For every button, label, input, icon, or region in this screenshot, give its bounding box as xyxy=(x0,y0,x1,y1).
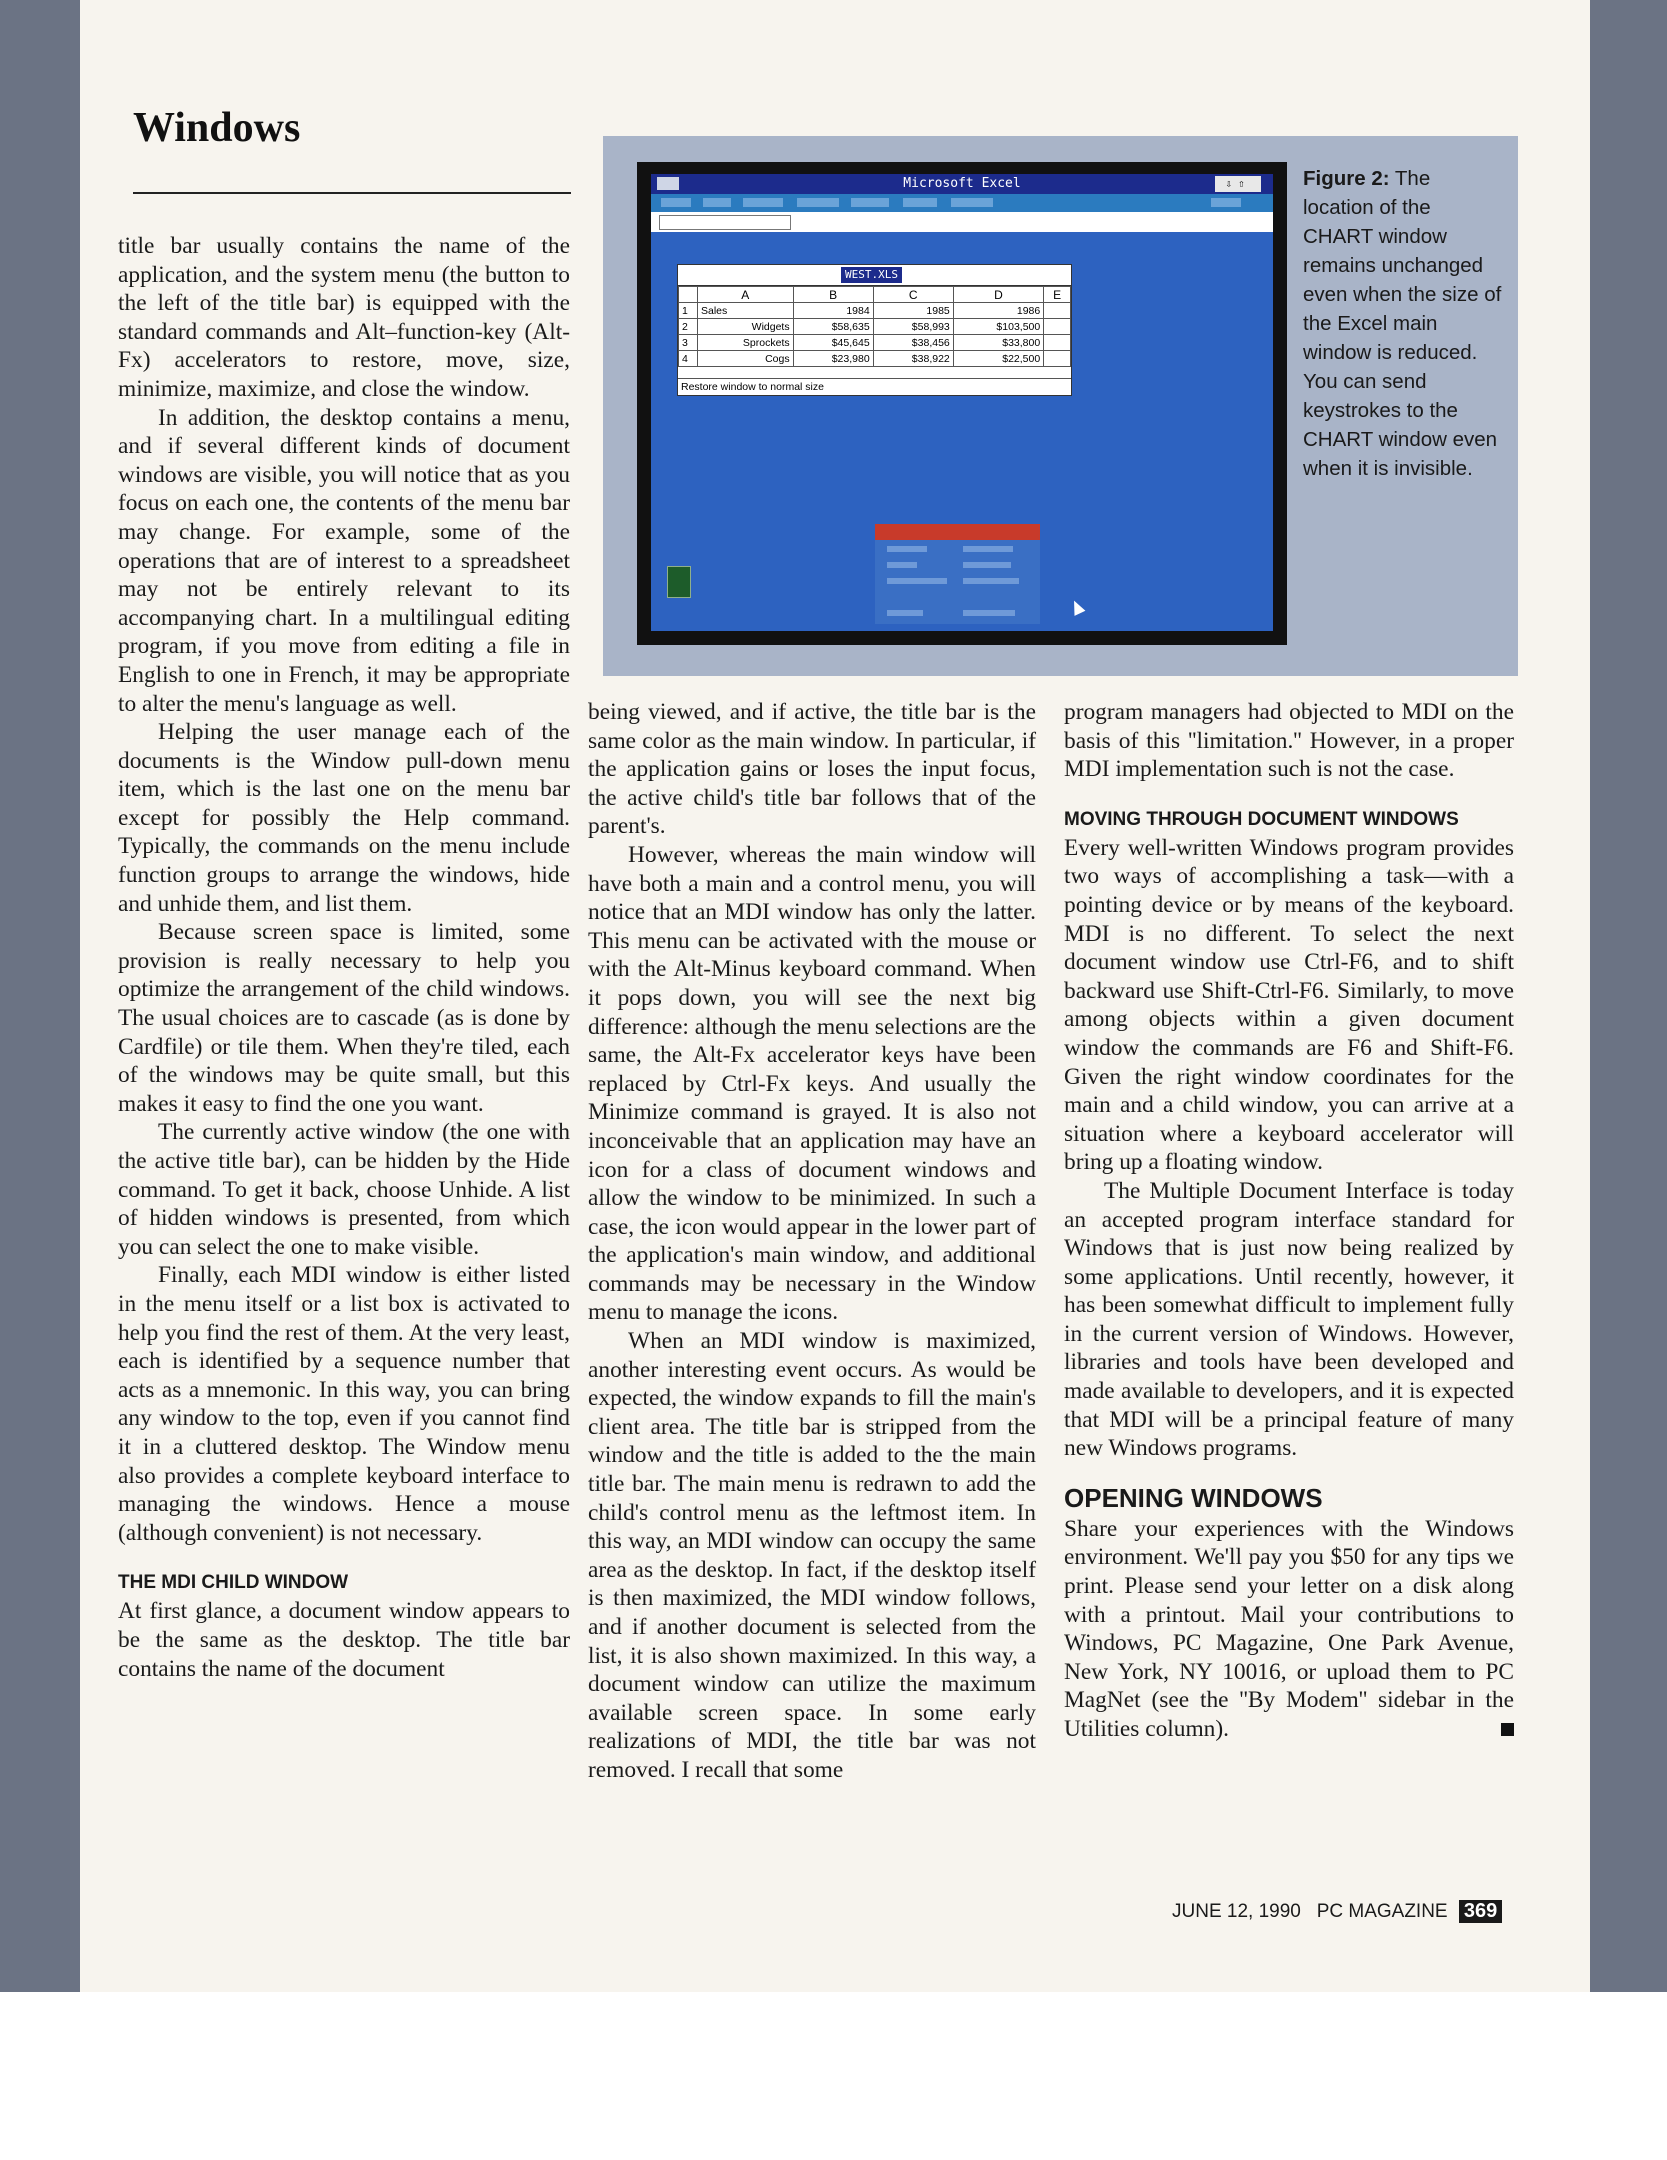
table-row xyxy=(679,351,1071,367)
column-header: C xyxy=(873,287,953,303)
cell xyxy=(1044,351,1071,367)
cell xyxy=(1044,319,1071,335)
title-rule xyxy=(133,192,571,194)
spreadsheet-grid xyxy=(678,286,1071,367)
mouse-cursor-icon xyxy=(1069,598,1086,616)
minimized-document-icon xyxy=(667,566,691,598)
paragraph: In addition, the desktop contains a menu, and if several different kinds of document windows are visible, you will notice that as you focus on each one, the contents of the menu bar may change. For example, some of the operations that are of interest to a spreadsheet may not be entirely relevant to its accompanying chart. In a multilingual editing program, if you move from editing a file in English to one in French, it may be appropriate to alter the menu's language as well. xyxy=(118,404,570,717)
document-window xyxy=(677,264,1072,396)
excel-menu-bar xyxy=(651,194,1273,212)
row-number: 4 xyxy=(679,351,698,367)
minmax-arrows-icon: ⇩⇧ xyxy=(1215,176,1261,192)
row-number: 1 xyxy=(679,303,698,319)
paragraph: Every well-written Windows program provides two ways of accomplishing a task—with a pointing device or by means of the keyboard. MDI is no different. To select the next document window use Ctrl-F6, and to shift backward use Shift-Ctrl-F6. Similarly, to move among objects within a given document window the commands are F6 and Shift-F6. Given the right window coordinates for the main and a child window, you can arrive at a situation where a keyboard accelerator will bring up a floating window. xyxy=(1064,834,1514,1176)
status-bar: Restore window to normal size xyxy=(678,378,1071,395)
table-row xyxy=(679,303,1071,319)
control-menu-popup xyxy=(875,524,1040,624)
article-column-2 xyxy=(588,698,1036,1785)
cell: $38,922 xyxy=(873,351,953,367)
paragraph: The Multiple Document Interface is today an accepted program interface standard for Windows that is just now being realized by some applications. Until recently, however, it has been somewhat difficult to implement fully in the current version of Windows. However, libraries and tools have been developed and made available to developers, and it is expected that MDI will be a principal feature of many new Windows programs. xyxy=(1064,1177,1514,1462)
subheading: THE MDI CHILD WINDOW xyxy=(118,1572,349,1594)
paragraph: Because screen space is limited, some provision is really necessary to help you optimize the arrangement of the child windows. The usual choices are to cascade (as is done by Cardfile) or tile them. When they're tiled, each of the windows may be quite small, but this makes it easy to find the one you want. xyxy=(118,919,570,1117)
cell: $58,635 xyxy=(793,319,873,335)
subheading: MOVING THROUGH DOCUMENT WINDOWS xyxy=(1064,808,1459,830)
cell: $22,500 xyxy=(953,351,1043,367)
magazine-name: PC MAGAZINE xyxy=(1316,1901,1448,1922)
column-header: E xyxy=(1044,287,1071,303)
cell: $103,500 xyxy=(953,319,1043,335)
cell: $45,645 xyxy=(793,335,873,351)
system-menu-icon xyxy=(657,177,679,190)
excel-screen xyxy=(651,174,1273,631)
row-number: 2 xyxy=(679,319,698,335)
cell: 1986 xyxy=(953,303,1043,319)
article-column-1 xyxy=(118,232,570,1683)
document-title: WEST.XLS xyxy=(841,267,902,283)
paragraph: being viewed, and if active, the title bar is the same color as the main window. In particular, if the application gains or loses the input focus, the active child's title bar follows that of the parent's. xyxy=(588,699,1036,840)
paragraph: Helping the user manage each of the documents is the Window pull-down menu item, which is the last one on the menu bar except for possibly the Help command. Typically, the commands on the menu include function groups to arrange the windows, hide and unhide them, and list them. xyxy=(118,719,570,917)
paragraph: However, whereas the main window will have both a main and a control menu, you will notice that an MDI window has only the latter. This menu can be activated with the mouse or with the Alt-Minus keyboard command. When it pops down, you will see the next big difference: although the menu selections are the same, the Alt-Fx accelerator keys have been replaced by Ctrl-Fx keys. And usually the Minimize command is grayed. It is also not inconceivable that an application may have an icon for a class of document windows and allow the window to be minimized. In such a case, the icon would appear in the lower part of the application's main window, and additional commands may be necessary in the Window menu to manage the icons. xyxy=(588,841,1036,1326)
figure-screenshot xyxy=(637,162,1287,645)
excel-title-bar xyxy=(651,174,1273,194)
column-header: B xyxy=(793,287,873,303)
cell xyxy=(1044,335,1071,351)
article-column-3 xyxy=(1064,698,1514,1744)
row-label: Sprockets xyxy=(698,335,794,351)
table-row xyxy=(679,319,1071,335)
caption-label: Figure 2: xyxy=(1303,167,1390,190)
issue-date: JUNE 12, 1990 xyxy=(1172,1901,1301,1922)
closing-text: Share your experiences with the Windows environment. We'll pay you $50 for any tips we print. Please send your letter on a disk along with a printout. Mail your contributions to Windows, PC Magazine, One Park Avenue, New York, NY 10016, or upload them to PC MagNet (see the ''By Modem'' sidebar in the Utilities column). xyxy=(1064,1515,1514,1742)
table-row xyxy=(679,335,1071,351)
subheading: OPENING WINDOWS xyxy=(1064,1482,1323,1513)
column-header-row xyxy=(679,287,1071,303)
cell-reference-box xyxy=(659,215,791,230)
figure-caption xyxy=(1303,164,1503,483)
paragraph xyxy=(1064,1515,1514,1744)
cell: $38,456 xyxy=(873,335,953,351)
cell xyxy=(1044,303,1071,319)
corner-cell xyxy=(679,287,698,303)
paragraph: Finally, each MDI window is either listed in the menu itself or a list box is activated to help you find the rest of them. At the very least, each is identified by a sequence number that acts as a mnemonic. In this way, you can bring any window to the top, even if you cannot find it in a cluttered desktop. The Window menu also provides a complete keyboard interface to managing the windows. Hence a mouse (although convenient) is not necessary. xyxy=(118,1262,570,1546)
cell: $23,980 xyxy=(793,351,873,367)
excel-title: Microsoft Excel xyxy=(903,176,1021,191)
cell: $58,993 xyxy=(873,319,953,335)
row-number: 3 xyxy=(679,335,698,351)
paragraph: The currently active window (the one with the active title bar), can be hidden by the Hide command. To get it back, choose Unhide. A list of hidden windows is presented, from which you can select the one to make visible. xyxy=(118,1119,570,1260)
end-mark-icon xyxy=(1501,1723,1514,1736)
row-label: Sales xyxy=(698,303,794,319)
page-footer xyxy=(1172,1900,1502,1923)
cell: $33,800 xyxy=(953,335,1043,351)
highlighted-menu-item xyxy=(875,524,1040,540)
column-header: A xyxy=(698,287,794,303)
cell: 1984 xyxy=(793,303,873,319)
row-label: Cogs xyxy=(698,351,794,367)
paragraph: title bar usually contains the name of the application, and the system menu (the button to the left of the title bar) is equipped with the standard commands and Alt–function-key (Alt-Fx) accelerators to restore, move, size, minimize, maximize, and close the window. xyxy=(118,233,570,402)
cell: 1985 xyxy=(873,303,953,319)
page-number: 369 xyxy=(1459,1900,1502,1923)
formula-bar xyxy=(651,212,1273,232)
paragraph: program managers had objected to MDI on the basis of this ''limitation.'' However, in a proper MDI implementation such is not the case. xyxy=(1064,699,1514,783)
paragraph: At first glance, a document window appears to be the same as the desktop. The title bar contains the name of the document xyxy=(118,1598,570,1682)
column-header: D xyxy=(953,287,1043,303)
section-title: Windows xyxy=(133,105,301,151)
caption-text: The location of the CHART window remains unchanged even when the size of the Excel main window is reduced. You can send keystrokes to the CHART window even when it is invisible. xyxy=(1303,167,1502,480)
paragraph: When an MDI window is maximized, another interesting event occurs. As would be expected, the window expands to fill the main's client area. The title bar is stripped from the window and the title is added to the the main title bar. The main menu is redrawn to add the child's control menu as the leftmost item. In this way, an MDI window can occupy the same area as the desktop. In fact, if the desktop itself is then maximized, the MDI window follows, and if another document is selected from the list, it is also shown maximized. In this way, a document window can utilize the maximum available screen space. In some early realizations of MDI, the title bar was not removed. I recall that some xyxy=(588,1328,1036,1783)
document-title-bar xyxy=(678,265,1071,286)
row-label: Widgets xyxy=(698,319,794,335)
